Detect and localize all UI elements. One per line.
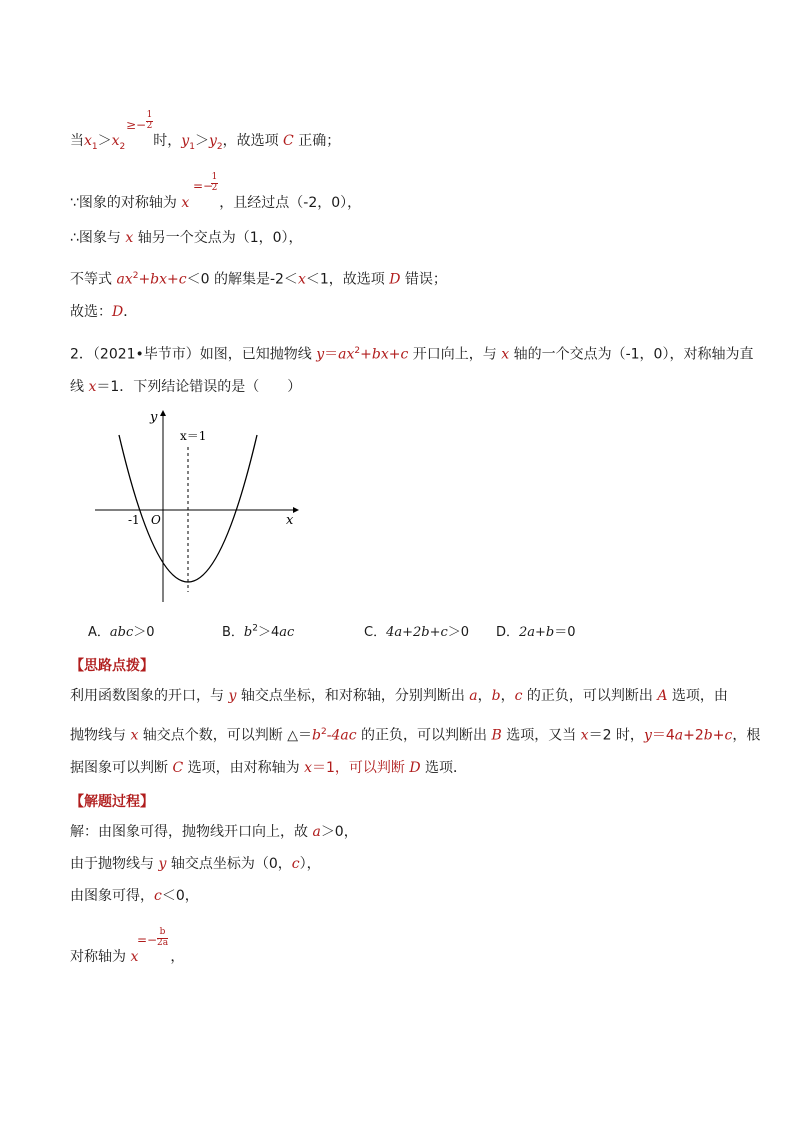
solution-process-line-2 — [70, 854, 321, 874]
math-expression: ax — [338, 346, 355, 363]
text: 开口向上，与 — [408, 346, 502, 363]
subscript: 1 — [189, 141, 195, 152]
var-c: c — [154, 888, 162, 904]
text: 选项，由对称轴为 — [183, 760, 305, 776]
text: 对称轴为 — [70, 949, 131, 965]
text: 由图象可得， — [70, 888, 154, 904]
text: ＝1．下列结论错误的是（ ） — [96, 379, 302, 395]
question-line-1 — [70, 341, 753, 365]
superscript: 2 — [132, 271, 139, 281]
text: ． — [123, 304, 138, 320]
text: ，且经过点（-2，0）， — [219, 195, 362, 211]
var-x: x — [125, 230, 134, 246]
text: ＝1，可以判断 — [311, 760, 410, 776]
superscript: 2 — [354, 346, 361, 356]
solution-process-line-3 — [70, 886, 199, 906]
text: ＜0， — [161, 888, 199, 904]
text: ）， — [299, 856, 321, 872]
option-c — [364, 621, 469, 640]
text: 解：由图象可得，抛物线开口向上，故 — [70, 824, 313, 840]
math-expression: +bx+c — [138, 271, 187, 288]
numerator: b — [159, 927, 166, 937]
text: 线 — [70, 379, 89, 395]
fraction-prefix: ≥− — [126, 118, 147, 132]
text: 选项． — [420, 760, 468, 776]
var-x: x — [130, 727, 139, 744]
text: 由于抛物线与 — [70, 856, 159, 872]
var-b: b — [491, 688, 501, 704]
option-b — [222, 621, 294, 640]
solution-title: 【解题过程】 — [70, 794, 154, 810]
denominator: 2 — [146, 121, 153, 131]
option-d — [496, 621, 576, 640]
text: ∵图象的对称轴为 — [70, 195, 182, 211]
var-a: a — [312, 824, 321, 840]
var-y: y — [643, 727, 652, 744]
math-expression: b — [312, 727, 321, 744]
x-axis-arrow — [293, 507, 299, 513]
var-c: c — [291, 856, 300, 872]
math-expression: ax — [116, 271, 133, 288]
text: ， — [477, 688, 492, 704]
var-b: b — [703, 727, 713, 744]
origin-label: O — [151, 513, 161, 527]
var-x: x — [181, 195, 190, 211]
solution-process-line-1 — [70, 822, 358, 842]
text: 不等式 — [70, 271, 117, 288]
var-x: x — [501, 346, 510, 363]
var-x: x — [580, 727, 589, 744]
math-expression: abc — [109, 625, 134, 640]
text: 轴交点坐标为（0， — [166, 856, 292, 872]
var-y: y — [158, 856, 167, 872]
hint-line-1 — [70, 686, 728, 706]
text: 的正负，可以判断出 — [356, 727, 492, 744]
var-y: y — [181, 133, 190, 149]
text: 轴交点坐标，和对称轴，分别判断出 — [236, 688, 470, 704]
subscript: 2 — [119, 141, 126, 152]
math-expression: ＝4 — [651, 727, 675, 744]
symmetry-axis-label: x＝1 — [180, 429, 207, 443]
solution-line-5 — [70, 302, 137, 322]
y-axis-label: y — [150, 410, 158, 425]
option-letter: D． — [496, 625, 520, 640]
subscript: 1 — [91, 141, 98, 152]
text: ， — [170, 949, 185, 965]
fraction-prefix: =− — [193, 179, 214, 193]
math-expression: + — [712, 727, 725, 744]
neg-one-label: -1 — [128, 513, 140, 527]
option-letter: C — [283, 133, 294, 149]
var-a: a — [674, 727, 684, 744]
text: ＞0 — [447, 625, 470, 640]
text: ，根 — [732, 727, 761, 744]
text: ＞4 — [257, 625, 280, 640]
numerator: 1 — [211, 172, 218, 182]
var-x: x — [297, 271, 306, 288]
var-x: x — [84, 133, 92, 149]
var-x: x — [111, 133, 120, 149]
option-letter: C — [172, 760, 184, 776]
text: 当 — [70, 133, 84, 149]
parabola-graph — [90, 402, 305, 607]
text: ＜1，故选项 — [305, 271, 390, 288]
solution-line-3 — [70, 228, 303, 248]
solution-process-line-4 — [70, 947, 184, 967]
option-letter: A — [657, 688, 668, 704]
text: 的正负，可以判断出 — [522, 688, 658, 704]
option-letter: D — [389, 271, 401, 288]
text: ＞0 — [133, 625, 155, 640]
text: ， — [500, 688, 515, 704]
hint-line-2 — [70, 722, 760, 746]
text: 选项，又当 — [501, 727, 581, 744]
text: 轴的一个交点为（-1，0），对称轴为直 — [509, 346, 754, 363]
superscript: 2 — [321, 727, 327, 737]
option-letter: C． — [364, 625, 387, 640]
option-letter: D — [112, 304, 124, 320]
math-expression: 4a+2b+c — [386, 625, 448, 640]
text: 据图象可以判断 — [70, 760, 173, 776]
option-letter: D — [409, 760, 421, 776]
hint-title: 【思路点拨】 — [70, 658, 154, 674]
fraction-prefix: =− — [137, 933, 158, 947]
math-expression: -4ac — [326, 727, 357, 744]
subscript: 2 — [216, 141, 223, 152]
var-x: x — [130, 949, 139, 965]
fraction-b-over-2a — [157, 928, 168, 948]
text: 选项，由 — [667, 688, 728, 704]
solution-line-4 — [70, 266, 447, 290]
math-expression: ac — [279, 625, 295, 640]
option-letter: A． — [88, 625, 110, 640]
text: ＜0 的解集是-2＜ — [186, 271, 298, 288]
option-letter: B — [491, 727, 502, 744]
solution-line-1 — [70, 131, 340, 157]
denominator: 2 — [211, 183, 218, 193]
var-x: x — [304, 760, 312, 776]
text: 时， — [153, 133, 182, 149]
math-expression: 2a+b — [519, 625, 555, 640]
text: ，故选项 — [222, 133, 284, 149]
text: ＝2 时， — [588, 727, 644, 744]
fraction-half — [146, 111, 153, 131]
var-y: y — [208, 133, 217, 149]
var-c: c — [514, 688, 523, 704]
denominator: 2a — [157, 938, 169, 948]
superscript: 2 — [252, 623, 258, 634]
option-letter: B． — [222, 625, 244, 640]
var-c: c — [724, 727, 733, 744]
text: 故选： — [70, 304, 112, 320]
text: 轴另一个交点为（1，0）， — [133, 230, 303, 246]
text: ＞ — [97, 133, 112, 149]
math-expression: b — [243, 625, 253, 640]
y-axis-arrow — [160, 410, 166, 416]
var-y: y — [316, 346, 325, 363]
numerator: 1 — [146, 110, 153, 120]
question-line-2 — [70, 377, 301, 397]
text: 轴交点个数，可以判断 △＝ — [138, 727, 313, 744]
text: ∴图象与 — [70, 230, 126, 246]
text: 利用函数图象的开口，与 — [70, 688, 229, 704]
text: ＝0 — [554, 625, 576, 640]
option-a — [88, 621, 155, 640]
text: 2．（2021•毕节市）如图，已知抛物线 — [70, 346, 317, 363]
fraction-half — [211, 173, 218, 193]
equals: ＝ — [324, 346, 339, 363]
math-expression: +bx+c — [360, 346, 409, 363]
text: 正确； — [293, 133, 341, 149]
var-a: a — [469, 688, 478, 704]
text: ＞0， — [320, 824, 358, 840]
text: 抛物线与 — [70, 727, 131, 744]
solution-line-2 — [70, 193, 361, 213]
var-x: x — [88, 379, 97, 395]
x-axis-label: x — [286, 513, 294, 528]
var-y: y — [228, 688, 237, 704]
text: 错误； — [400, 271, 447, 288]
text: ＞ — [194, 133, 209, 149]
hint-line-3 — [70, 758, 467, 778]
math-expression: +2 — [683, 727, 704, 744]
